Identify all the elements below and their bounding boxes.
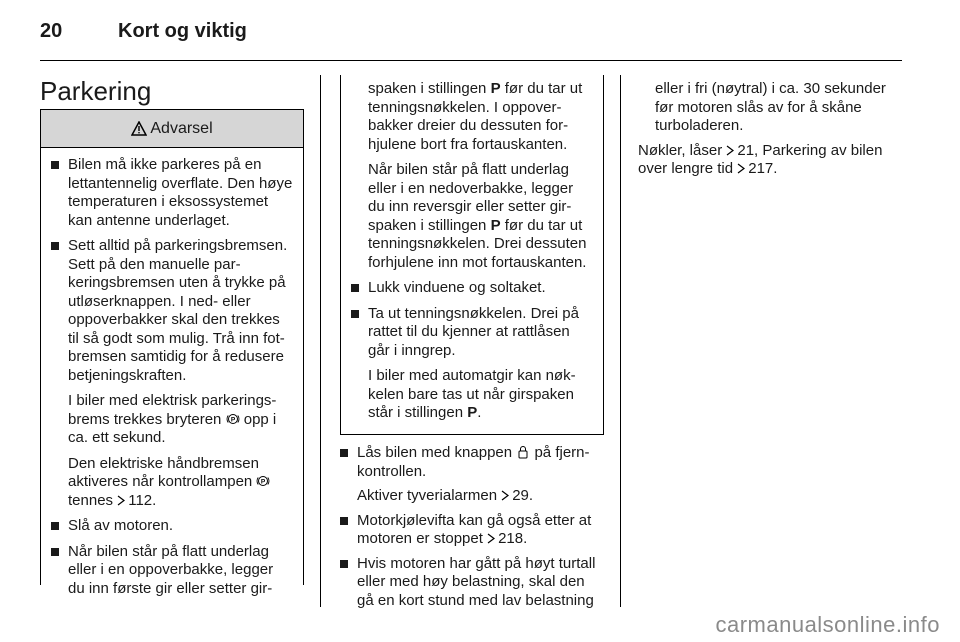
text: opp i ca. ett sekund. — [68, 410, 277, 446]
warning-title: Advarsel — [150, 119, 213, 137]
page-reference-arrow-icon — [501, 490, 509, 501]
column-2-text — [340, 444, 604, 616]
sub-paragraph — [351, 367, 593, 423]
paragraph: eller i fri (nøytral) i ca. 30 sekunder før motoren slås av for å skåne turboladeren. — [655, 80, 886, 134]
column-3-text — [638, 80, 904, 185]
section-title: Parkering — [40, 76, 152, 106]
text: I biler med elektrisk parkeringsbrems trekkes bryteren — [68, 392, 277, 428]
text: Lås bilen med knappen — [357, 444, 513, 461]
text: Aktiver tyverialarmen — [357, 487, 498, 504]
svg-text:P: P — [230, 415, 235, 423]
warning-triangle-icon — [131, 121, 147, 136]
list-item: Lukk vinduene og soltaket. — [351, 279, 593, 298]
page-reference: 29. — [512, 487, 534, 504]
page-reference-arrow-icon — [726, 145, 734, 156]
sub-paragraph — [51, 392, 293, 448]
header-rule — [40, 60, 902, 61]
warning-body — [41, 148, 303, 598]
column-divider — [620, 75, 621, 607]
text: før du tar ut tenningsnøkkelen. Drei dessuten forhjulene inn mot fortauskanten. — [368, 216, 587, 271]
text: tennes — [68, 491, 114, 509]
gear-position: P — [490, 216, 501, 234]
page-reference: 112. — [128, 491, 157, 509]
list-item: Hvis motoren har gått på høyt turtall eller med høy belastning, skal den gå en kort stund med lav belastning — [340, 555, 604, 611]
gear-position: P — [467, 404, 478, 421]
watermark: carmanualsonline.info — [715, 612, 940, 637]
list-item: Bilen må ikke parkeres på en lettantennelig overflate. Den høye temperaturen i eksossystemet kan antenne underlaget. — [51, 156, 293, 230]
warning-header — [41, 110, 303, 148]
page-reference-arrow-icon — [487, 533, 495, 544]
page-reference-arrow-icon — [117, 495, 125, 506]
text: . — [477, 404, 482, 421]
paragraph — [351, 80, 593, 154]
page-reference: 217. — [748, 160, 778, 177]
svg-text:P: P — [261, 478, 266, 486]
list-item: Slå av motoren. — [51, 517, 293, 536]
paragraph — [638, 142, 904, 179]
list-item: Sett alltid på parkeringsbremsen. Sett på den manuelle parkeringsbremsen uten å trykke på utløserknappen. I ned- eller oppoverbakker skal den trekkes til så godt som mulig. Trå inn fotbremsen samtidig for å redusere betjeningskraften. — [51, 237, 293, 385]
gear-position: P — [490, 80, 501, 97]
parking-brake-icon — [256, 474, 270, 488]
text: Nøkler, låser — [638, 141, 723, 159]
list-item: Når bilen står på flatt underlag eller i en oppoverbakke, legger du inn første gir eller setter gir- — [51, 543, 293, 599]
text: spaken i stillingen — [368, 80, 487, 97]
text: Motorkjølevifta kan gå også etter at motoren er stoppet — [357, 511, 592, 547]
lock-icon — [516, 445, 530, 459]
column-divider — [320, 75, 321, 607]
text: I biler med automatgir kan nøkkelen bare tas ut når girspaken står i stillingen — [368, 367, 576, 421]
page-number: 20 — [40, 20, 63, 42]
list-item — [340, 512, 604, 549]
parking-brake-icon — [226, 412, 240, 426]
text: Når bilen står på flatt underlag eller i en nedoverbakke, legger du inn reversgir eller setter girspaken i stillingen — [368, 161, 574, 234]
paragraph — [351, 161, 593, 272]
page-reference: 21, Parkering av bilen over lengre tid — [638, 141, 883, 177]
text: på fjernkontrollen. — [357, 444, 590, 480]
text: Den elektriske håndbremsen aktiveres når kontrollampen — [68, 454, 259, 490]
page-reference: 218. — [498, 530, 528, 547]
sub-paragraph — [51, 455, 293, 511]
list-item — [340, 444, 604, 481]
page-reference-arrow-icon — [737, 163, 745, 174]
list-item: Ta ut tenningsnøkkelen. Drei på rattet til du kjenner at rattlåsen går i inngrep. — [351, 305, 593, 361]
chapter-title: Kort og viktig — [118, 20, 247, 42]
sub-paragraph — [340, 487, 604, 506]
page-header — [40, 20, 902, 60]
warning-box-continued — [340, 75, 604, 435]
text: før du tar ut tenningsnøkkelen. I oppoverbakker dreier du dessuten forhjulene bort fra fortauskanten. — [368, 80, 583, 153]
warning-box — [40, 109, 304, 597]
